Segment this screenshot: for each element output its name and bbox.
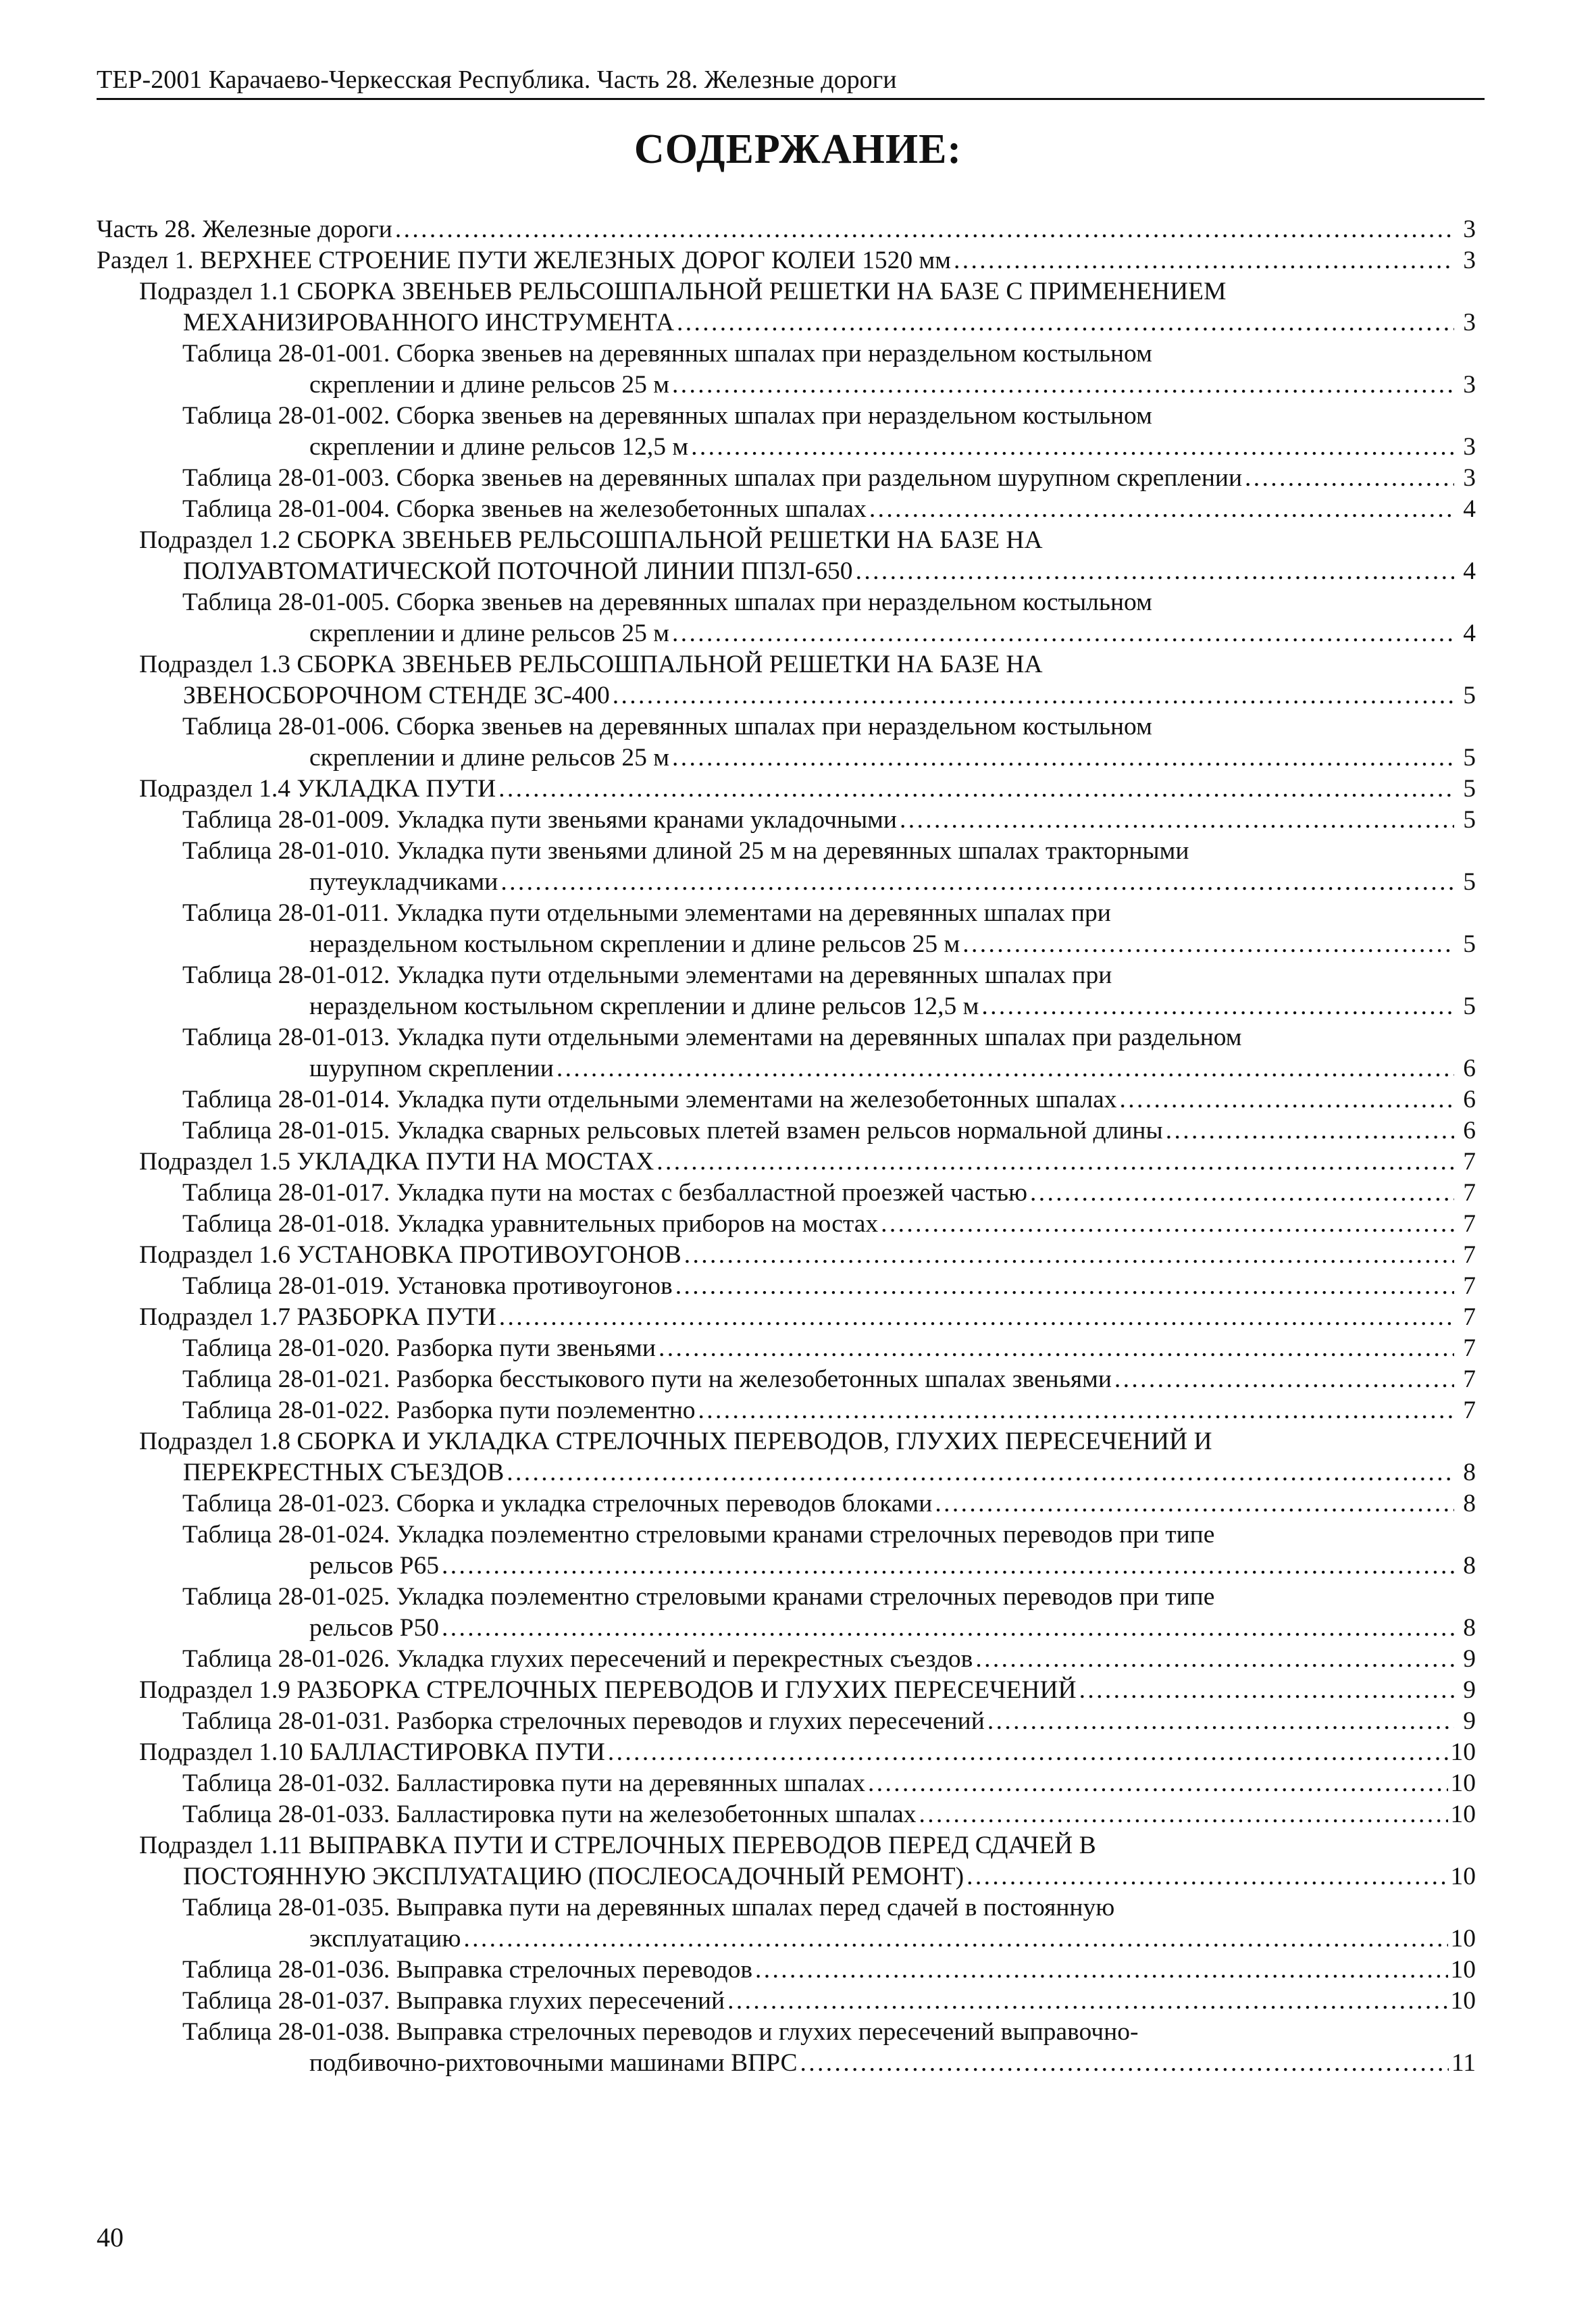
toc-entry xyxy=(97,1644,1476,1675)
toc-entry-text: Подраздел 1.3 СБОРКА ЗВЕНЬЕВ РЕЛЬСОШПАЛЬНОЙ РЕШЕТКИ НА БАЗЕ НА xyxy=(139,651,1043,678)
toc-entry-text: Подраздел 1.7 РАЗБОРКА ПУТИ xyxy=(139,1303,496,1331)
toc-entry xyxy=(97,2017,1476,2079)
toc-entry-text: ПОЛУАВТОМАТИЧЕСКОЙ ПОТОЧНОЙ ЛИНИИ ППЗЛ-650 xyxy=(183,557,853,585)
toc-page-number: 5 xyxy=(1463,930,1476,958)
toc-entry-text: МЕХАНИЗИРОВАННОГО ИНСТРУМЕНТА xyxy=(183,309,675,336)
dot-leader xyxy=(672,618,1454,649)
dot-leader xyxy=(657,1147,1454,1178)
toc-entry xyxy=(97,1488,1476,1519)
dot-leader xyxy=(608,1737,1448,1768)
dot-leader xyxy=(727,1986,1447,2017)
dot-leader xyxy=(987,1706,1454,1737)
toc-entry-text: Таблица 28-01-017. Укладка пути на мостах с безбалластной проезжей частью xyxy=(182,1179,1027,1207)
toc-page-number: 10 xyxy=(1450,1925,1476,1953)
toc-entry-text: Таблица 28-01-025. Укладка поэлементно стреловыми кранами стрелочных переводов при типе xyxy=(182,1583,1215,1611)
toc-entry-text: Подраздел 1.6 УСТАНОВКА ПРОТИВОУГОНОВ xyxy=(139,1241,681,1269)
dot-leader xyxy=(1166,1115,1454,1147)
toc-page-number: 6 xyxy=(1463,1086,1476,1113)
toc-page-number: 5 xyxy=(1463,775,1476,803)
toc-entry xyxy=(97,1799,1476,1830)
toc-entry-text: Таблица 28-01-035. Выправка пути на деревянных шпалах перед сдачей в постоянную xyxy=(182,1894,1115,1921)
toc-entry-text: Таблица 28-01-015. Укладка сварных рельсовых плетей взамен рельсов нормальной длины xyxy=(182,1117,1163,1145)
toc-entry-text: Таблица 28-01-011. Укладка пути отдельными элементами на деревянных шпалах при xyxy=(182,899,1111,927)
toc-entry-text: ПЕРЕКРЕСТНЫХ СЪЕЗДОВ xyxy=(183,1459,505,1486)
toc-page-number: 7 xyxy=(1463,1179,1476,1207)
dot-leader xyxy=(856,556,1454,587)
dot-leader xyxy=(442,1551,1454,1582)
toc-entry xyxy=(97,1147,1476,1178)
toc-entry-text: шурупном скреплении xyxy=(309,1055,554,1082)
dot-leader xyxy=(981,991,1454,1022)
dot-leader xyxy=(881,1209,1454,1240)
dot-leader xyxy=(975,1644,1454,1675)
dot-leader xyxy=(395,214,1454,245)
toc-entry-text: Таблица 28-01-031. Разборка стрелочных переводов и глухих пересечений xyxy=(182,1707,985,1735)
toc-page-number: 9 xyxy=(1463,1645,1476,1673)
dot-leader xyxy=(868,1768,1448,1799)
toc-page-number: 6 xyxy=(1463,1055,1476,1082)
toc-page-number: 11 xyxy=(1451,2049,1476,2077)
toc-entry-text: Таблица 28-01-004. Сборка звеньев на железобетонных шпалах xyxy=(182,495,867,523)
toc-entry xyxy=(97,1675,1476,1706)
toc-entry-text: Таблица 28-01-024. Укладка поэлементно стреловыми кранами стрелочных переводов при типе xyxy=(182,1521,1215,1549)
toc-entry-text: путеукладчиками xyxy=(309,868,498,896)
toc-page-number: 7 xyxy=(1463,1148,1476,1176)
dot-leader xyxy=(800,2048,1449,2079)
dot-leader xyxy=(935,1488,1454,1519)
toc-entry-text: Подраздел 1.11 ВЫПРАВКА ПУТИ И СТРЕЛОЧНЫХ ПЕРЕВОДОВ ПЕРЕД СДАЧЕЙ В xyxy=(139,1832,1096,1859)
dot-leader xyxy=(967,1861,1447,1892)
toc-page-number: 8 xyxy=(1463,1552,1476,1580)
toc-entry-text: рельсов Р50 xyxy=(309,1614,440,1642)
toc-entry xyxy=(97,214,1476,245)
toc-page-number: 7 xyxy=(1463,1272,1476,1300)
dot-leader xyxy=(1245,463,1454,494)
page-title: СОДЕРЖАНИЕ: xyxy=(634,126,962,172)
toc-page-number: 8 xyxy=(1463,1459,1476,1486)
toc-page-number: 3 xyxy=(1463,464,1476,492)
toc-entry-text: Таблица 28-01-003. Сборка звеньев на деревянных шпалах при раздельном шурупном скреплении xyxy=(182,464,1243,492)
toc-entry-text: Таблица 28-01-037. Выправка глухих пересечений xyxy=(182,1987,725,2015)
toc-entry xyxy=(97,525,1476,587)
toc-entry-text: Подраздел 1.2 СБОРКА ЗВЕНЬЕВ РЕЛЬСОШПАЛЬНОЙ РЕШЕТКИ НА БАЗЕ НА xyxy=(139,526,1043,554)
toc-entry xyxy=(97,1830,1476,1892)
toc-page-number: 5 xyxy=(1463,806,1476,834)
page-number: 40 xyxy=(97,2222,124,2253)
toc-page-number: 7 xyxy=(1463,1397,1476,1424)
toc-entry xyxy=(97,338,1476,401)
toc-entry-text: Таблица 28-01-021. Разборка бесстыкового пути на железобетонных шпалах звеньями xyxy=(182,1365,1112,1393)
toc-page-number: 4 xyxy=(1463,557,1476,585)
dot-leader xyxy=(507,1457,1454,1488)
toc-page-number: 10 xyxy=(1450,1987,1476,2015)
toc-entry xyxy=(97,587,1476,649)
toc-entry-text: Подраздел 1.1 СБОРКА ЗВЕНЬЕВ РЕЛЬСОШПАЛЬНОЙ РЕШЕТКИ НА БАЗЕ С ПРИМЕНЕНИЕМ xyxy=(139,278,1227,305)
dot-leader xyxy=(1114,1364,1454,1395)
dot-leader xyxy=(1120,1084,1454,1115)
toc-entry xyxy=(97,1364,1476,1395)
toc-entry-text: Подраздел 1.9 РАЗБОРКА СТРЕЛОЧНЫХ ПЕРЕВОДОВ И ГЛУХИХ ПЕРЕСЕЧЕНИЙ xyxy=(139,1676,1077,1704)
toc-entry xyxy=(97,1426,1476,1488)
toc-page-number: 5 xyxy=(1463,744,1476,772)
dot-leader xyxy=(672,370,1454,401)
toc-entry xyxy=(97,774,1476,805)
toc-page-number: 10 xyxy=(1450,1801,1476,1828)
toc-page-number: 7 xyxy=(1463,1241,1476,1269)
dot-leader xyxy=(463,1923,1447,1955)
toc-entry-text: скреплении и длине рельсов 25 м xyxy=(309,620,669,647)
toc-entry xyxy=(97,1395,1476,1426)
toc-entry xyxy=(97,898,1476,960)
toc-entry-text: рельсов Р65 xyxy=(309,1552,440,1580)
dot-leader xyxy=(684,1240,1454,1271)
toc-page-number: 10 xyxy=(1450,1738,1476,1766)
toc-entry-text: Таблица 28-01-013. Укладка пути отдельными элементами на деревянных шпалах при раздельном xyxy=(182,1024,1242,1051)
toc-entry-text: Таблица 28-01-014. Укладка пути отдельными элементами на железобетонных шпалах xyxy=(182,1086,1117,1113)
toc-entry xyxy=(97,1240,1476,1271)
dot-leader xyxy=(691,432,1454,463)
running-header: ТЕР-2001 Карачаево-Черкесская Республика. Часть 28. Железные дороги xyxy=(97,64,1485,100)
dot-leader xyxy=(698,1395,1454,1426)
toc-entry-text: ЗВЕНОСБОРОЧНОМ СТЕНДЕ ЗС-400 xyxy=(183,682,610,709)
toc-entry-text: Подраздел 1.10 БАЛЛАСТИРОВКА ПУТИ xyxy=(139,1738,605,1766)
toc-page-number: 10 xyxy=(1450,1956,1476,1984)
toc-page-number: 3 xyxy=(1463,309,1476,336)
toc-page-number: 6 xyxy=(1463,1117,1476,1145)
dot-leader xyxy=(442,1613,1454,1644)
toc-entry xyxy=(97,245,1476,276)
toc-page-number: 3 xyxy=(1463,216,1476,243)
toc-entry-text: Таблица 28-01-005. Сборка звеньев на деревянных шпалах при нераздельном костыльном xyxy=(182,588,1152,616)
toc-page-number: 3 xyxy=(1463,371,1476,399)
toc-page-number: 10 xyxy=(1450,1769,1476,1797)
toc-entry-text: Таблица 28-01-038. Выправка стрелочных переводов и глухих пересечений выправочно- xyxy=(182,2018,1139,2046)
toc-entry xyxy=(97,1737,1476,1768)
toc-entry xyxy=(97,1706,1476,1737)
toc-entry xyxy=(97,1892,1476,1955)
toc-entry-text: Подраздел 1.8 СБОРКА И УКЛАДКА СТРЕЛОЧНЫХ ПЕРЕВОДОВ, ГЛУХИХ ПЕРЕСЕЧЕНИЙ И xyxy=(139,1428,1212,1455)
toc-page-number: 5 xyxy=(1463,682,1476,709)
toc-entry-text: ПОСТОЯННУЮ ЭКСПЛУАТАЦИЮ (ПОСЛЕОСАДОЧНЫЙ РЕМОНТ) xyxy=(183,1863,964,1890)
dot-leader xyxy=(900,805,1454,836)
toc-entry xyxy=(97,401,1476,463)
toc-entry-text: Таблица 28-01-012. Укладка пути отдельными элементами на деревянных шпалах при xyxy=(182,961,1112,989)
dot-leader xyxy=(677,307,1454,338)
toc-entry-text: Таблица 28-01-019. Установка противоугонов xyxy=(182,1272,673,1300)
dot-leader xyxy=(557,1053,1454,1084)
toc-entry-text: скреплении и длине рельсов 25 м xyxy=(309,371,669,399)
toc-entry xyxy=(97,1271,1476,1302)
toc-entry xyxy=(97,805,1476,836)
toc-entry xyxy=(97,960,1476,1022)
toc-entry-text: подбивочно-рихтовочными машинами ВПРС xyxy=(309,2049,798,2077)
toc-page-number: 3 xyxy=(1463,433,1476,461)
toc-entry xyxy=(97,1084,1476,1115)
dot-leader xyxy=(659,1333,1454,1364)
dot-leader xyxy=(755,1955,1447,1986)
toc-entry-text: Таблица 28-01-026. Укладка глухих пересечений и перекрестных съездов xyxy=(182,1645,973,1673)
toc-entry xyxy=(97,494,1476,525)
dot-leader xyxy=(675,1271,1454,1302)
toc-entry xyxy=(97,1022,1476,1084)
toc-entry xyxy=(97,1768,1476,1799)
toc-page-number: 5 xyxy=(1463,868,1476,896)
toc-entry-text: Таблица 28-01-020. Разборка пути звеньями xyxy=(182,1334,656,1362)
toc-entry xyxy=(97,276,1476,338)
toc-entry-text: Таблица 28-01-023. Сборка и укладка стрелочных переводов блоками xyxy=(182,1490,933,1517)
dot-leader xyxy=(1079,1675,1454,1706)
toc-entry xyxy=(97,1986,1476,2017)
toc-page-number: 8 xyxy=(1463,1614,1476,1642)
toc-page-number: 3 xyxy=(1463,247,1476,274)
toc-page-number: 7 xyxy=(1463,1365,1476,1393)
toc-entry xyxy=(97,1178,1476,1209)
dot-leader xyxy=(613,680,1454,711)
dot-leader xyxy=(869,494,1454,525)
dot-leader xyxy=(962,929,1454,960)
toc-entry-text: скреплении и длине рельсов 25 м xyxy=(309,744,669,772)
toc-entry-text: Таблица 28-01-002. Сборка звеньев на деревянных шпалах при нераздельном костыльном xyxy=(182,402,1152,430)
toc-page-number: 9 xyxy=(1463,1676,1476,1704)
toc-entry xyxy=(97,1209,1476,1240)
toc-entry xyxy=(97,463,1476,494)
toc-page-number: 8 xyxy=(1463,1490,1476,1517)
toc-page-number: 7 xyxy=(1463,1210,1476,1238)
toc-entry xyxy=(97,836,1476,898)
toc-entry xyxy=(97,1115,1476,1147)
toc-entry-text: Таблица 28-01-032. Балластировка пути на деревянных шпалах xyxy=(182,1769,865,1797)
dot-leader xyxy=(672,743,1454,774)
table-of-contents xyxy=(97,214,1476,2079)
toc-entry-text: Таблица 28-01-022. Разборка пути поэлементно xyxy=(182,1397,696,1424)
toc-page-number: 4 xyxy=(1463,495,1476,523)
toc-entry xyxy=(97,1333,1476,1364)
toc-entry-text: Таблица 28-01-036. Выправка стрелочных переводов xyxy=(182,1956,753,1984)
dot-leader xyxy=(919,1799,1447,1830)
toc-entry-text: Таблица 28-01-018. Укладка уравнительных приборов на мостах xyxy=(182,1210,879,1238)
toc-page-number: 10 xyxy=(1450,1863,1476,1890)
toc-entry xyxy=(97,1955,1476,1986)
toc-page-number: 7 xyxy=(1463,1334,1476,1362)
toc-entry xyxy=(97,1519,1476,1582)
toc-entry-text: Таблица 28-01-010. Укладка пути звеньями длиной 25 м на деревянных шпалах тракторными xyxy=(182,837,1189,865)
toc-entry-text: Таблица 28-01-009. Укладка пути звеньями кранами укладочными xyxy=(182,806,897,834)
toc-entry-text: скреплении и длине рельсов 12,5 м xyxy=(309,433,689,461)
toc-entry xyxy=(97,649,1476,711)
toc-entry xyxy=(97,1582,1476,1644)
toc-entry-text: нераздельном костыльном скреплении и длине рельсов 25 м xyxy=(309,930,960,958)
dot-leader xyxy=(500,867,1454,898)
toc-page-number: 5 xyxy=(1463,992,1476,1020)
toc-page-number: 9 xyxy=(1463,1707,1476,1735)
toc-page-number: 4 xyxy=(1463,620,1476,647)
toc-entry-text: нераздельном костыльном скреплении и длине рельсов 12,5 м xyxy=(309,992,979,1020)
dot-leader xyxy=(498,774,1454,805)
toc-entry-text: Таблица 28-01-033. Балластировка пути на железобетонных шпалах xyxy=(182,1801,917,1828)
dot-leader xyxy=(1030,1178,1454,1209)
toc-entry xyxy=(97,1302,1476,1333)
toc-entry-text: Подраздел 1.5 УКЛАДКА ПУТИ НА МОСТАХ xyxy=(139,1148,654,1176)
toc-entry-text: Раздел 1. ВЕРХНЕЕ СТРОЕНИЕ ПУТИ ЖЕЛЕЗНЫХ ДОРОГ КОЛЕИ 1520 мм xyxy=(97,247,951,274)
toc-entry-text: эксплуатацию xyxy=(309,1925,461,1953)
toc-entry-text: Подраздел 1.4 УКЛАДКА ПУТИ xyxy=(139,775,496,803)
toc-entry-text: Часть 28. Железные дороги xyxy=(97,216,392,243)
toc-entry xyxy=(97,711,1476,774)
dot-leader xyxy=(954,245,1454,276)
dot-leader xyxy=(499,1302,1454,1333)
toc-entry-text: Таблица 28-01-001. Сборка звеньев на деревянных шпалах при нераздельном костыльном xyxy=(182,340,1152,368)
toc-entry-text: Таблица 28-01-006. Сборка звеньев на деревянных шпалах при нераздельном костыльном xyxy=(182,713,1152,740)
toc-page-number: 7 xyxy=(1463,1303,1476,1331)
